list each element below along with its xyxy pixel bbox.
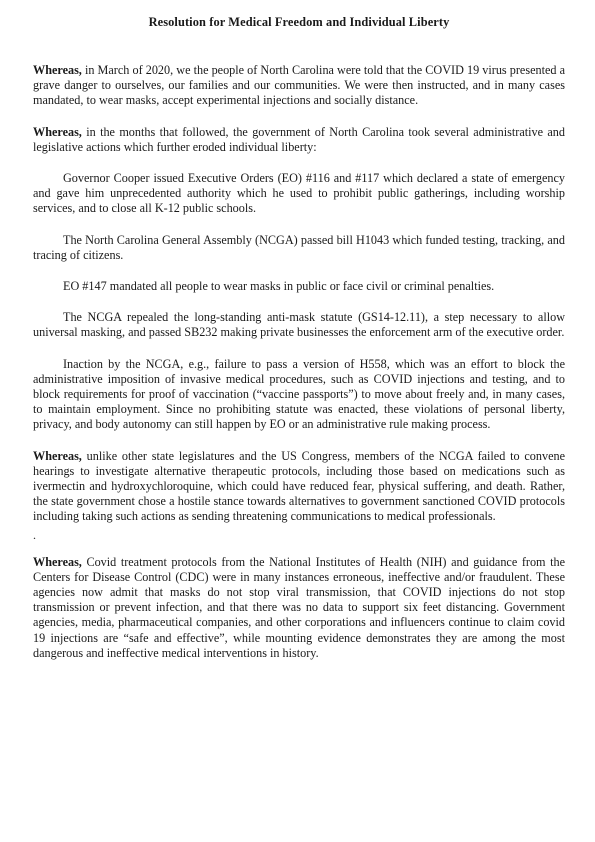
document-title: Resolution for Medical Freedom and Individual Liberty — [148, 15, 450, 29]
item-inaction-h558: Inaction by the NCGA, e.g., failure to pass a version of H558, which was an effort to block the administrative imposition of invasive medical procedures, such as COVID injections and testing, and to block requirements for proof of vaccination (“vaccine passports”) to move about freely and, in many cases, to maintain employment. Since no prohibiting statute was enacted, these violations of personal liberty, privacy, and body autonomy can still happen by EO or an administrative rule making process. — [33, 356, 565, 432]
whereas-paragraph-hearings — [33, 449, 565, 525]
paragraph-text: Covid treatment protocols from the National Institutes of Health (NIH) and guidance from the Centers for Disease Control (CDC) were in many instances erroneous, ineffective and/or fraudulent. These agencies now admit that masks do not stop viral transmission, that COVID injections do not stop transmission or prevent infection, and that there was no data to support six feet distancing. Government agencies, media, pharmaceutical companies, and other corporations and influencers continue to claim covid 19 injections are “safe and effective”, while mounting evidence demonstrates they are among the most dangerous and ineffective medical interventions in history. — [33, 554, 565, 660]
paragraph-text: in March of 2020, we the people of North Carolina were told that the COVID 19 virus presented a grave danger to ourselves, our families and our communities. We were then instructed, and in many cases mandated, to wear masks, accept experimental injections and socially distance. — [33, 63, 565, 108]
whereas-paragraph-covid-danger — [33, 63, 565, 109]
item-anti-mask-repeal: The NCGA repealed the long-standing anti-mask statute (GS14-12.11), a step necessary to allow universal masking, and passed SB232 making private businesses the enforcement arm of the executive order. — [33, 310, 565, 340]
whereas-label: Whereas, — [33, 124, 82, 139]
item-eo-147: EO #147 mandated all people to wear masks in public or face civil or criminal penalties. — [63, 279, 495, 294]
whereas-label: Whereas, — [33, 448, 82, 463]
whereas-label: Whereas, — [33, 63, 82, 77]
whereas-label: Whereas, — [33, 554, 82, 569]
paragraph-text: in the months that followed, the government of North Carolina took several administrative and legislative actions which further eroded individual liberty: — [33, 124, 565, 154]
item-executive-orders: Governor Cooper issued Executive Orders (EO) #116 and #117 which declared a state of emergency and gave him unprecedented authority which he used to prohibit public gatherings, including worship services, and to close all K-12 public schools. — [33, 171, 565, 216]
whereas-paragraph-government-actions — [33, 125, 565, 155]
paragraph-text: unlike other state legislatures and the US Congress, members of the NCGA failed to convene hearings to investigate alternative therapeutic protocols, including those based on medications such as ivermectin and hydroxychloroquine, which could have reduced fear, physical suffering, and death. Rather, the state government chose a hostile stance towards alternatives to government sanctioned COVID protocols including taking such actions as sending threatening communications to medical professionals. — [33, 448, 565, 524]
item-ncga-h1043: The North Carolina General Assembly (NCGA) passed bill H1043 which funded testing, tracking, and tracing of citizens. — [33, 232, 565, 262]
whereas-paragraph-nih-cdc — [33, 555, 565, 661]
stray-period: . — [33, 527, 36, 542]
